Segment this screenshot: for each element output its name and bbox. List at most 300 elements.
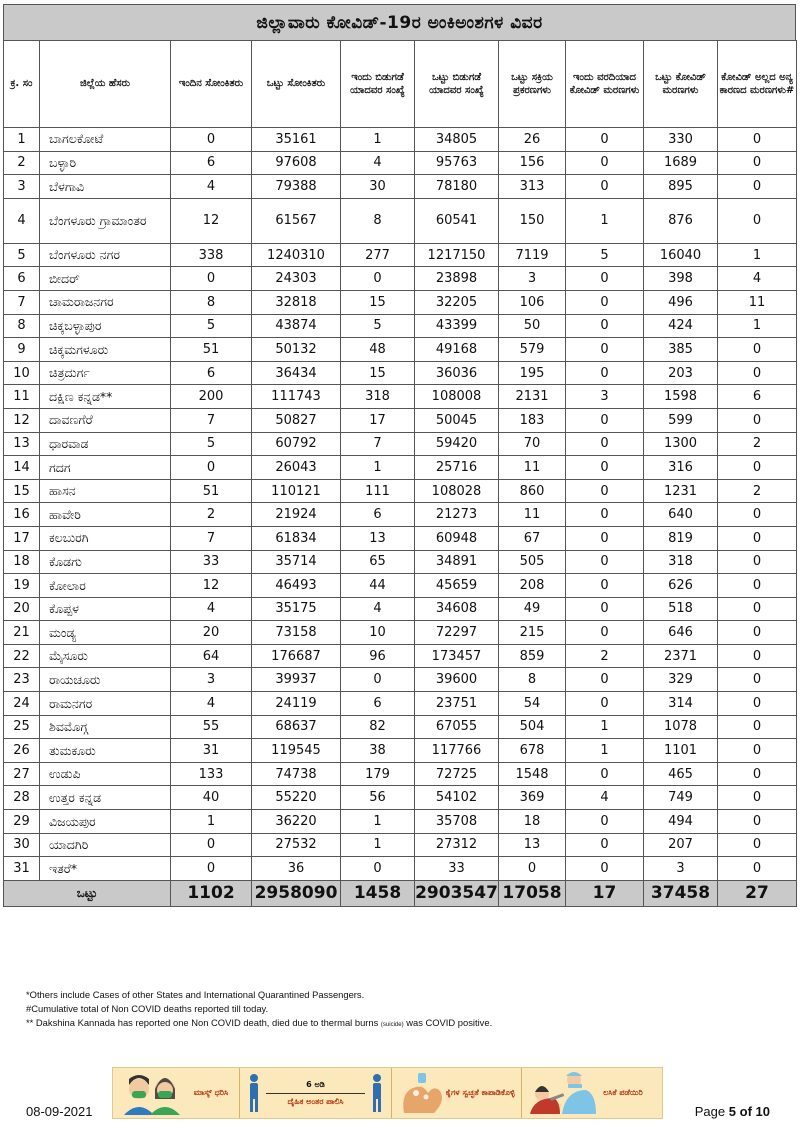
non-covid-deaths-cell: 0 bbox=[718, 408, 797, 432]
district-name-cell: ದಕ್ಷಿಣ ಕನ್ನಡ** bbox=[40, 385, 171, 409]
today-discharged-cell: 1 bbox=[341, 456, 415, 480]
total-row bbox=[4, 880, 797, 906]
total-deaths-cell: 330 bbox=[644, 128, 718, 152]
total-discharged-cell: 34805 bbox=[415, 128, 499, 152]
total-discharged-cell: 23751 bbox=[415, 692, 499, 716]
col-header-district: ಜಿಲ್ಲೆಯ ಹೆಸರು bbox=[40, 41, 171, 128]
table-row bbox=[4, 692, 797, 716]
total-discharged-cell: 34608 bbox=[415, 597, 499, 621]
total-positive-cell: 36 bbox=[252, 857, 341, 881]
today-positive-cell: 0 bbox=[171, 267, 252, 291]
non-covid-deaths-cell: 0 bbox=[718, 550, 797, 574]
today-positive-cell: 4 bbox=[171, 597, 252, 621]
col-header-sl-no: ಕ್ರ. ಸಂ bbox=[4, 41, 40, 128]
table-row bbox=[4, 550, 797, 574]
total-positive-cell: 50132 bbox=[252, 338, 341, 362]
total-discharged-cell: 32205 bbox=[415, 290, 499, 314]
table-row bbox=[4, 574, 797, 598]
sl-no-cell: 30 bbox=[4, 833, 40, 857]
table-row bbox=[4, 503, 797, 527]
non-covid-deaths-cell: 11 bbox=[718, 290, 797, 314]
non-covid-deaths-cell: 0 bbox=[718, 739, 797, 763]
active-cases-cell: 313 bbox=[499, 175, 566, 199]
active-cases-cell: 504 bbox=[499, 715, 566, 739]
today-deaths-cell: 0 bbox=[566, 762, 644, 786]
today-positive-cell: 20 bbox=[171, 621, 252, 645]
sl-no-cell: 25 bbox=[4, 715, 40, 739]
total-discharged-cell: 36036 bbox=[415, 361, 499, 385]
today-discharged-cell: 65 bbox=[341, 550, 415, 574]
active-cases-cell: 8 bbox=[499, 668, 566, 692]
footnote-dakshina-kannada bbox=[26, 1016, 492, 1032]
today-deaths-cell: 0 bbox=[566, 314, 644, 338]
today-deaths-cell: 0 bbox=[566, 503, 644, 527]
total-positive-cell: 32818 bbox=[252, 290, 341, 314]
col-header-total-positive: ಒಟ್ಟು ಸೋಂಕಿತರು bbox=[252, 41, 341, 128]
today-deaths-cell: 2 bbox=[566, 644, 644, 668]
non-covid-deaths-cell: 0 bbox=[718, 692, 797, 716]
sl-no-cell: 2 bbox=[4, 151, 40, 175]
district-name-cell: ಬಳ್ಳಾರಿ bbox=[40, 151, 171, 175]
total-deaths-cell: 1689 bbox=[644, 151, 718, 175]
total-deaths-cell: 895 bbox=[644, 175, 718, 199]
sl-no-cell: 21 bbox=[4, 621, 40, 645]
sl-no-cell: 6 bbox=[4, 267, 40, 291]
today-positive-cell: 1 bbox=[171, 810, 252, 834]
distance-value: 6 ಅಡಿ bbox=[306, 1079, 325, 1089]
today-deaths-cell: 0 bbox=[566, 432, 644, 456]
district-name-cell: ರಾಮನಗರ bbox=[40, 692, 171, 716]
today-discharged-cell: 0 bbox=[341, 267, 415, 291]
footnote-others: *Others include Cases of other States and International Quarantined Passengers. bbox=[26, 989, 365, 1000]
total-cell: 2903547 bbox=[415, 880, 499, 906]
today-deaths-cell: 0 bbox=[566, 151, 644, 175]
today-discharged-cell: 5 bbox=[341, 314, 415, 338]
district-report bbox=[3, 4, 796, 907]
table-row bbox=[4, 715, 797, 739]
today-discharged-cell: 277 bbox=[341, 243, 415, 267]
non-covid-deaths-cell: 0 bbox=[718, 175, 797, 199]
district-name-cell: ಇತರೆ* bbox=[40, 857, 171, 881]
report-date: 08-09-2021 bbox=[26, 1104, 93, 1119]
col-header-today-discharged: ಇಂದು ಬಿಡುಗಡೆ ಯಾದವರ ಸಂಖ್ಯೆ bbox=[341, 41, 415, 128]
total-deaths-cell: 640 bbox=[644, 503, 718, 527]
table-header-row bbox=[4, 41, 797, 128]
active-cases-cell: 11 bbox=[499, 456, 566, 480]
vaccine-icon bbox=[528, 1070, 598, 1116]
footnotes bbox=[26, 988, 492, 1032]
mask-text: ಮಾಸ್ಕ್ ಧರಿಸಿ bbox=[193, 1088, 229, 1098]
total-positive-cell: 61834 bbox=[252, 526, 341, 550]
today-discharged-cell: 15 bbox=[341, 361, 415, 385]
total-positive-cell: 39937 bbox=[252, 668, 341, 692]
today-deaths-cell: 0 bbox=[566, 621, 644, 645]
today-positive-cell: 7 bbox=[171, 408, 252, 432]
total-discharged-cell: 108008 bbox=[415, 385, 499, 409]
today-deaths-cell: 4 bbox=[566, 786, 644, 810]
sl-no-cell: 3 bbox=[4, 175, 40, 199]
non-covid-deaths-cell: 0 bbox=[718, 810, 797, 834]
sl-no-cell: 8 bbox=[4, 314, 40, 338]
today-deaths-cell: 0 bbox=[566, 574, 644, 598]
today-discharged-cell: 48 bbox=[341, 338, 415, 362]
active-cases-cell: 195 bbox=[499, 361, 566, 385]
today-deaths-cell: 0 bbox=[566, 692, 644, 716]
district-name-cell: ಹಾಸನ bbox=[40, 479, 171, 503]
today-deaths-cell: 0 bbox=[566, 833, 644, 857]
total-discharged-cell: 54102 bbox=[415, 786, 499, 810]
district-name-cell: ಚಿಕ್ಕಮಗಳೂರು bbox=[40, 338, 171, 362]
table-row bbox=[4, 621, 797, 645]
total-discharged-cell: 173457 bbox=[415, 644, 499, 668]
today-positive-cell: 7 bbox=[171, 526, 252, 550]
distance-arrow-icon bbox=[266, 1093, 365, 1094]
total-discharged-cell: 95763 bbox=[415, 151, 499, 175]
non-covid-deaths-cell: 1 bbox=[718, 243, 797, 267]
sl-no-cell: 5 bbox=[4, 243, 40, 267]
total-positive-cell: 60792 bbox=[252, 432, 341, 456]
table-row bbox=[4, 456, 797, 480]
non-covid-deaths-cell: 0 bbox=[718, 715, 797, 739]
total-deaths-cell: 318 bbox=[644, 550, 718, 574]
non-covid-deaths-cell: 0 bbox=[718, 526, 797, 550]
today-positive-cell: 40 bbox=[171, 786, 252, 810]
sl-no-cell: 23 bbox=[4, 668, 40, 692]
non-covid-deaths-cell: 2 bbox=[718, 479, 797, 503]
today-discharged-cell: 1 bbox=[341, 833, 415, 857]
active-cases-cell: 860 bbox=[499, 479, 566, 503]
total-positive-cell: 55220 bbox=[252, 786, 341, 810]
footnote-non-covid: #Cumulative total of Non COVID deaths reported till today. bbox=[26, 1003, 269, 1014]
hands-text: ಕೈಗಳ ಸ್ವಚ್ಛತೆ ಕಾಪಾಡಿಕೊಳ್ಳಿ bbox=[445, 1088, 515, 1098]
today-discharged-cell: 111 bbox=[341, 479, 415, 503]
footnote-text-end: was COVID positive. bbox=[403, 1017, 493, 1028]
total-positive-cell: 35161 bbox=[252, 128, 341, 152]
total-deaths-cell: 626 bbox=[644, 574, 718, 598]
total-discharged-cell: 34891 bbox=[415, 550, 499, 574]
today-deaths-cell: 0 bbox=[566, 668, 644, 692]
total-positive-cell: 36434 bbox=[252, 361, 341, 385]
total-deaths-cell: 496 bbox=[644, 290, 718, 314]
district-name-cell: ತುಮಕೂರು bbox=[40, 739, 171, 763]
today-discharged-cell: 318 bbox=[341, 385, 415, 409]
total-discharged-cell: 39600 bbox=[415, 668, 499, 692]
sl-no-cell: 10 bbox=[4, 361, 40, 385]
table-row bbox=[4, 526, 797, 550]
today-positive-cell: 133 bbox=[171, 762, 252, 786]
today-discharged-cell: 82 bbox=[341, 715, 415, 739]
today-positive-cell: 6 bbox=[171, 151, 252, 175]
today-positive-cell: 4 bbox=[171, 175, 252, 199]
total-positive-cell: 1240310 bbox=[252, 243, 341, 267]
district-name-cell: ಬೀದರ್ bbox=[40, 267, 171, 291]
today-discharged-cell: 0 bbox=[341, 857, 415, 881]
sl-no-cell: 16 bbox=[4, 503, 40, 527]
non-covid-deaths-cell: 0 bbox=[718, 621, 797, 645]
footnote-text: ** Dakshina Kannada has reported one Non COVID death, died due to thermal burns bbox=[26, 1017, 379, 1028]
total-discharged-cell: 23898 bbox=[415, 267, 499, 291]
vaccine-panel bbox=[521, 1068, 662, 1118]
total-positive-cell: 24119 bbox=[252, 692, 341, 716]
total-cell: 17058 bbox=[499, 880, 566, 906]
page-word: Page bbox=[694, 1104, 726, 1119]
today-discharged-cell: 44 bbox=[341, 574, 415, 598]
total-deaths-cell: 465 bbox=[644, 762, 718, 786]
non-covid-deaths-cell: 2 bbox=[718, 432, 797, 456]
total-deaths-cell: 1101 bbox=[644, 739, 718, 763]
total-label: ಒಟ್ಟು bbox=[4, 880, 171, 906]
district-name-cell: ಹಾವೇರಿ bbox=[40, 503, 171, 527]
total-positive-cell: 35175 bbox=[252, 597, 341, 621]
sl-no-cell: 4 bbox=[4, 198, 40, 243]
total-cell: 2958090 bbox=[252, 880, 341, 906]
total-positive-cell: 26043 bbox=[252, 456, 341, 480]
total-cell: 1458 bbox=[341, 880, 415, 906]
today-deaths-cell: 1 bbox=[566, 715, 644, 739]
non-covid-deaths-cell: 0 bbox=[718, 128, 797, 152]
today-positive-cell: 3 bbox=[171, 668, 252, 692]
total-positive-cell: 79388 bbox=[252, 175, 341, 199]
total-discharged-cell: 1217150 bbox=[415, 243, 499, 267]
total-deaths-cell: 749 bbox=[644, 786, 718, 810]
district-name-cell: ಬೆಳಗಾವಿ bbox=[40, 175, 171, 199]
table-row bbox=[4, 175, 797, 199]
sl-no-cell: 31 bbox=[4, 857, 40, 881]
total-deaths-cell: 876 bbox=[644, 198, 718, 243]
total-discharged-cell: 108028 bbox=[415, 479, 499, 503]
active-cases-cell: 0 bbox=[499, 857, 566, 881]
district-name-cell: ಮಂಡ್ಯ bbox=[40, 621, 171, 645]
today-discharged-cell: 56 bbox=[341, 786, 415, 810]
total-deaths-cell: 3 bbox=[644, 857, 718, 881]
today-positive-cell: 2 bbox=[171, 503, 252, 527]
today-discharged-cell: 13 bbox=[341, 526, 415, 550]
total-cell: 17 bbox=[566, 880, 644, 906]
today-positive-cell: 51 bbox=[171, 338, 252, 362]
total-positive-cell: 73158 bbox=[252, 621, 341, 645]
total-positive-cell: 35714 bbox=[252, 550, 341, 574]
sl-no-cell: 9 bbox=[4, 338, 40, 362]
table-row bbox=[4, 668, 797, 692]
non-covid-deaths-cell: 0 bbox=[718, 786, 797, 810]
today-deaths-cell: 0 bbox=[566, 526, 644, 550]
person-left-icon bbox=[246, 1073, 262, 1113]
non-covid-deaths-cell: 0 bbox=[718, 361, 797, 385]
today-positive-cell: 0 bbox=[171, 833, 252, 857]
table-row bbox=[4, 243, 797, 267]
table-row bbox=[4, 408, 797, 432]
district-stats-table bbox=[3, 40, 797, 907]
today-deaths-cell: 0 bbox=[566, 128, 644, 152]
table-row bbox=[4, 151, 797, 175]
today-deaths-cell: 0 bbox=[566, 290, 644, 314]
today-discharged-cell: 30 bbox=[341, 175, 415, 199]
district-name-cell: ರಾಯಚೂರು bbox=[40, 668, 171, 692]
distance-info bbox=[262, 1080, 369, 1107]
today-deaths-cell: 3 bbox=[566, 385, 644, 409]
total-discharged-cell: 25716 bbox=[415, 456, 499, 480]
total-positive-cell: 46493 bbox=[252, 574, 341, 598]
district-name-cell: ಕೋಲಾರ bbox=[40, 574, 171, 598]
district-name-cell: ಧಾರವಾಡ bbox=[40, 432, 171, 456]
total-positive-cell: 176687 bbox=[252, 644, 341, 668]
today-positive-cell: 5 bbox=[171, 314, 252, 338]
page-title: ಜಿಲ್ಲಾವಾರು ಕೋವಿಡ್-19ರ ಅಂಕಿಅಂಶಗಳ ವಿವರ bbox=[3, 4, 796, 40]
district-name-cell: ಕೊಪ್ಪಳ bbox=[40, 597, 171, 621]
total-positive-cell: 111743 bbox=[252, 385, 341, 409]
non-covid-deaths-cell: 0 bbox=[718, 338, 797, 362]
sl-no-cell: 26 bbox=[4, 739, 40, 763]
today-deaths-cell: 0 bbox=[566, 479, 644, 503]
col-header-total-deaths: ಒಟ್ಟು ಕೋವಿಡ್ ಮರಣಗಳು bbox=[644, 41, 718, 128]
sl-no-cell: 12 bbox=[4, 408, 40, 432]
total-discharged-cell: 72297 bbox=[415, 621, 499, 645]
table-row bbox=[4, 644, 797, 668]
non-covid-deaths-cell: 0 bbox=[718, 762, 797, 786]
today-discharged-cell: 1 bbox=[341, 128, 415, 152]
today-discharged-cell: 8 bbox=[341, 198, 415, 243]
active-cases-cell: 13 bbox=[499, 833, 566, 857]
total-discharged-cell: 78180 bbox=[415, 175, 499, 199]
total-deaths-cell: 646 bbox=[644, 621, 718, 645]
today-positive-cell: 31 bbox=[171, 739, 252, 763]
active-cases-cell: 54 bbox=[499, 692, 566, 716]
table-row bbox=[4, 833, 797, 857]
total-positive-cell: 97608 bbox=[252, 151, 341, 175]
district-name-cell: ಚಿಕ್ಕಬಳ್ಳಾಪುರ bbox=[40, 314, 171, 338]
active-cases-cell: 678 bbox=[499, 739, 566, 763]
active-cases-cell: 208 bbox=[499, 574, 566, 598]
today-deaths-cell: 0 bbox=[566, 810, 644, 834]
total-positive-cell: 110121 bbox=[252, 479, 341, 503]
table-row bbox=[4, 290, 797, 314]
total-positive-cell: 24303 bbox=[252, 267, 341, 291]
today-positive-cell: 338 bbox=[171, 243, 252, 267]
total-deaths-cell: 1078 bbox=[644, 715, 718, 739]
district-name-cell: ಮೈಸೂರು bbox=[40, 644, 171, 668]
today-positive-cell: 12 bbox=[171, 574, 252, 598]
non-covid-deaths-cell: 0 bbox=[718, 644, 797, 668]
table-row bbox=[4, 597, 797, 621]
district-name-cell: ಗದಗ bbox=[40, 456, 171, 480]
today-discharged-cell: 10 bbox=[341, 621, 415, 645]
today-positive-cell: 33 bbox=[171, 550, 252, 574]
today-positive-cell: 4 bbox=[171, 692, 252, 716]
today-discharged-cell: 179 bbox=[341, 762, 415, 786]
total-deaths-cell: 385 bbox=[644, 338, 718, 362]
district-name-cell: ಬೆಂಗಳೂರು ಗ್ರಾಮಾಂತರ bbox=[40, 198, 171, 243]
table-row bbox=[4, 128, 797, 152]
today-deaths-cell: 0 bbox=[566, 550, 644, 574]
district-name-cell: ಶಿವಮೊಗ್ಗ bbox=[40, 715, 171, 739]
table-row bbox=[4, 810, 797, 834]
mask-panel bbox=[113, 1068, 239, 1118]
sl-no-cell: 24 bbox=[4, 692, 40, 716]
today-deaths-cell: 5 bbox=[566, 243, 644, 267]
today-discharged-cell: 6 bbox=[341, 503, 415, 527]
today-deaths-cell: 0 bbox=[566, 456, 644, 480]
sl-no-cell: 15 bbox=[4, 479, 40, 503]
table-row bbox=[4, 762, 797, 786]
sl-no-cell: 29 bbox=[4, 810, 40, 834]
today-discharged-cell: 1 bbox=[341, 810, 415, 834]
total-deaths-cell: 599 bbox=[644, 408, 718, 432]
col-header-active-cases: ಒಟ್ಟು ಸಕ್ರಿಯ ಪ್ರಕರಣಗಳು bbox=[499, 41, 566, 128]
total-positive-cell: 50827 bbox=[252, 408, 341, 432]
table-row bbox=[4, 198, 797, 243]
active-cases-cell: 215 bbox=[499, 621, 566, 645]
hand-wash-icon bbox=[398, 1071, 446, 1115]
today-discharged-cell: 15 bbox=[341, 290, 415, 314]
today-deaths-cell: 0 bbox=[566, 267, 644, 291]
table-row bbox=[4, 314, 797, 338]
active-cases-cell: 18 bbox=[499, 810, 566, 834]
total-discharged-cell: 67055 bbox=[415, 715, 499, 739]
sl-no-cell: 22 bbox=[4, 644, 40, 668]
table-row bbox=[4, 267, 797, 291]
total-positive-cell: 36220 bbox=[252, 810, 341, 834]
district-name-cell: ಉತ್ತರ ಕನ್ನಡ bbox=[40, 786, 171, 810]
today-discharged-cell: 38 bbox=[341, 739, 415, 763]
total-deaths-cell: 2371 bbox=[644, 644, 718, 668]
total-deaths-cell: 424 bbox=[644, 314, 718, 338]
sl-no-cell: 27 bbox=[4, 762, 40, 786]
non-covid-deaths-cell: 1 bbox=[718, 314, 797, 338]
table-row bbox=[4, 361, 797, 385]
active-cases-cell: 49 bbox=[499, 597, 566, 621]
sl-no-cell: 7 bbox=[4, 290, 40, 314]
sl-no-cell: 19 bbox=[4, 574, 40, 598]
sl-no-cell: 28 bbox=[4, 786, 40, 810]
total-discharged-cell: 60541 bbox=[415, 198, 499, 243]
col-header-today-positive: ಇಂದಿನ ಸೋಂಕಿತರು bbox=[171, 41, 252, 128]
active-cases-cell: 7119 bbox=[499, 243, 566, 267]
table-row bbox=[4, 432, 797, 456]
today-positive-cell: 0 bbox=[171, 857, 252, 881]
non-covid-deaths-cell: 0 bbox=[718, 574, 797, 598]
total-discharged-cell: 117766 bbox=[415, 739, 499, 763]
total-discharged-cell: 35708 bbox=[415, 810, 499, 834]
total-discharged-cell: 50045 bbox=[415, 408, 499, 432]
page-number bbox=[695, 1104, 770, 1119]
district-name-cell: ಚಾಮರಾಜನಗರ bbox=[40, 290, 171, 314]
today-discharged-cell: 4 bbox=[341, 597, 415, 621]
active-cases-cell: 106 bbox=[499, 290, 566, 314]
total-positive-cell: 27532 bbox=[252, 833, 341, 857]
table-row bbox=[4, 338, 797, 362]
distance-panel bbox=[239, 1068, 391, 1118]
distance-text: ದೈಹಿಕ ಅಂತರ ಪಾಲಿಸಿ bbox=[287, 1096, 344, 1106]
active-cases-cell: 11 bbox=[499, 503, 566, 527]
active-cases-cell: 26 bbox=[499, 128, 566, 152]
today-positive-cell: 0 bbox=[171, 128, 252, 152]
today-positive-cell: 51 bbox=[171, 479, 252, 503]
total-deaths-cell: 203 bbox=[644, 361, 718, 385]
total-deaths-cell: 1598 bbox=[644, 385, 718, 409]
active-cases-cell: 156 bbox=[499, 151, 566, 175]
total-discharged-cell: 72725 bbox=[415, 762, 499, 786]
total-discharged-cell: 59420 bbox=[415, 432, 499, 456]
district-name-cell: ವಿಜಯಪುರ bbox=[40, 810, 171, 834]
district-name-cell: ಬೆಂಗಳೂರು ನಗರ bbox=[40, 243, 171, 267]
sl-no-cell: 17 bbox=[4, 526, 40, 550]
non-covid-deaths-cell: 0 bbox=[718, 857, 797, 881]
total-discharged-cell: 33 bbox=[415, 857, 499, 881]
hands-panel bbox=[391, 1068, 521, 1118]
total-deaths-cell: 16040 bbox=[644, 243, 718, 267]
total-deaths-cell: 819 bbox=[644, 526, 718, 550]
today-positive-cell: 200 bbox=[171, 385, 252, 409]
